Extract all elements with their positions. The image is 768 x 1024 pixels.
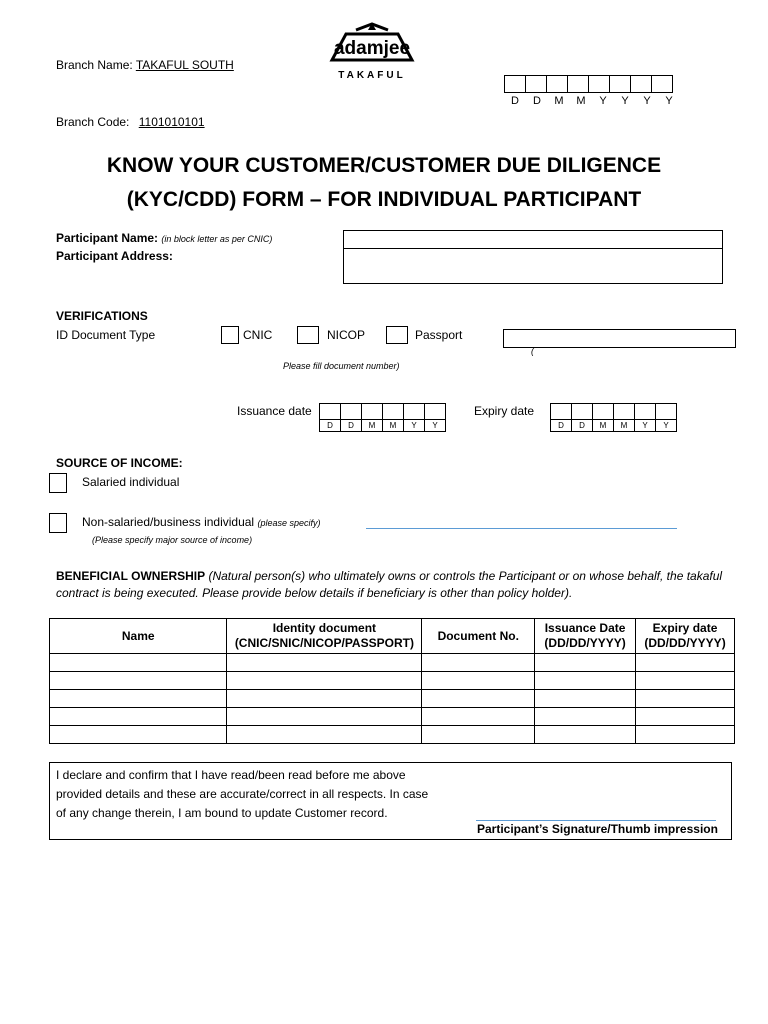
svg-text:adamjee: adamjee: [333, 38, 411, 59]
col-identity-document: Identity document (CNIC/SNIC/NICOP/PASSPORT): [227, 619, 422, 654]
nicop-label: NICOP: [327, 328, 366, 342]
source-of-income-heading: SOURCE OF INCOME:: [56, 456, 183, 470]
beneficial-ownership-heading: BENEFICIAL OWNERSHIP: [56, 569, 206, 583]
nicop-checkbox[interactable]: [297, 326, 319, 344]
verifications-heading: VERIFICATIONS: [56, 309, 148, 323]
adamjee-logo: [326, 22, 418, 82]
salaried-label: Salaried individual: [82, 475, 180, 489]
major-source-hint: (Please specify major source of income): [92, 535, 253, 545]
col-document-no: Document No.: [422, 619, 535, 654]
form-date-labels: D D M M Y Y Y Y: [511, 95, 673, 107]
table-row[interactable]: [50, 726, 735, 744]
participant-address-field[interactable]: [343, 248, 723, 284]
branch-name: [56, 58, 234, 72]
branch-name-label: Branch Name:: [56, 58, 133, 72]
logo-icon: [326, 22, 418, 82]
form-date-boxes[interactable]: [505, 75, 673, 93]
participant-name-row: [56, 231, 272, 245]
participant-address-label: Participant Address:: [56, 249, 173, 263]
col-name: Name: [50, 619, 227, 654]
branch-code: [56, 115, 205, 129]
form-title-line2: (KYC/CDD) FORM – FOR INDIVIDUAL PARTICIPANT: [126, 188, 642, 211]
doc-hint-paren: (: [531, 346, 534, 356]
declaration-line2: provided details and these are accurate/correct in all respects. In case: [56, 787, 429, 801]
passport-checkbox[interactable]: [386, 326, 408, 344]
col-issuance-date: Issuance Date (DD/DD/YYYY): [535, 619, 636, 654]
expiry-date-boxes[interactable]: D D M M Y Y: [551, 403, 677, 432]
beneficial-ownership-text: [56, 568, 726, 602]
issuance-date-boxes[interactable]: D D M M Y Y: [320, 403, 446, 432]
participant-name-label: Participant Name:: [56, 231, 159, 245]
declaration-line1: I declare and confirm that I have read/been read before me above: [56, 768, 406, 782]
form-title-line1: KNOW YOUR CUSTOMER/CUSTOMER DUE DILIGENCE: [106, 154, 662, 177]
cnic-checkbox[interactable]: [221, 326, 239, 344]
id-document-type-label: ID Document Type: [56, 328, 156, 342]
salaried-checkbox[interactable]: [49, 473, 67, 493]
table-row[interactable]: [50, 690, 735, 708]
passport-label: Passport: [415, 328, 463, 342]
col-expiry-date: Expiry date (DD/DD/YYYY): [636, 619, 735, 654]
participant-name-field[interactable]: [343, 230, 723, 249]
branch-name-value: TAKAFUL SOUTH: [135, 58, 234, 72]
cnic-label: CNIC: [243, 328, 273, 342]
issuance-date-label: Issuance date: [237, 404, 312, 418]
declaration-line3: of any change therein, I am bound to update Customer record.: [56, 806, 388, 820]
declaration-text: [56, 766, 428, 823]
svg-text:TAKAFUL: TAKAFUL: [338, 70, 406, 81]
table-header-row: [50, 619, 735, 654]
table-row[interactable]: [50, 654, 735, 672]
beneficial-ownership-table: [49, 618, 735, 744]
expiry-date-label: Expiry date: [474, 404, 535, 418]
beneficial-ownership-description: (Natural person(s) who ultimately owns or controls the Participant or on whose behalf, the takaful contract is being executed. Please provide below details if beneficiary is other than policy holder).: [56, 569, 723, 600]
document-number-field[interactable]: [503, 329, 736, 348]
non-salaried-row: [82, 515, 320, 529]
non-salaried-label: Non-salaried/business individual: [82, 515, 255, 529]
signature-label: Participant’s Signature/Thumb impression: [477, 822, 718, 836]
signature-line[interactable]: [476, 820, 716, 821]
branch-code-value: 1101010101: [138, 115, 205, 129]
branch-code-label: Branch Code:: [56, 115, 130, 129]
document-number-hint: Please fill document number): [283, 361, 400, 371]
non-salaried-checkbox[interactable]: [49, 513, 67, 533]
table-row[interactable]: [50, 708, 735, 726]
non-salaried-hint: (please specify): [257, 518, 321, 528]
participant-name-hint: (in block letter as per CNIC): [161, 234, 273, 244]
non-salaried-specify-line[interactable]: [366, 528, 677, 529]
table-row[interactable]: [50, 672, 735, 690]
